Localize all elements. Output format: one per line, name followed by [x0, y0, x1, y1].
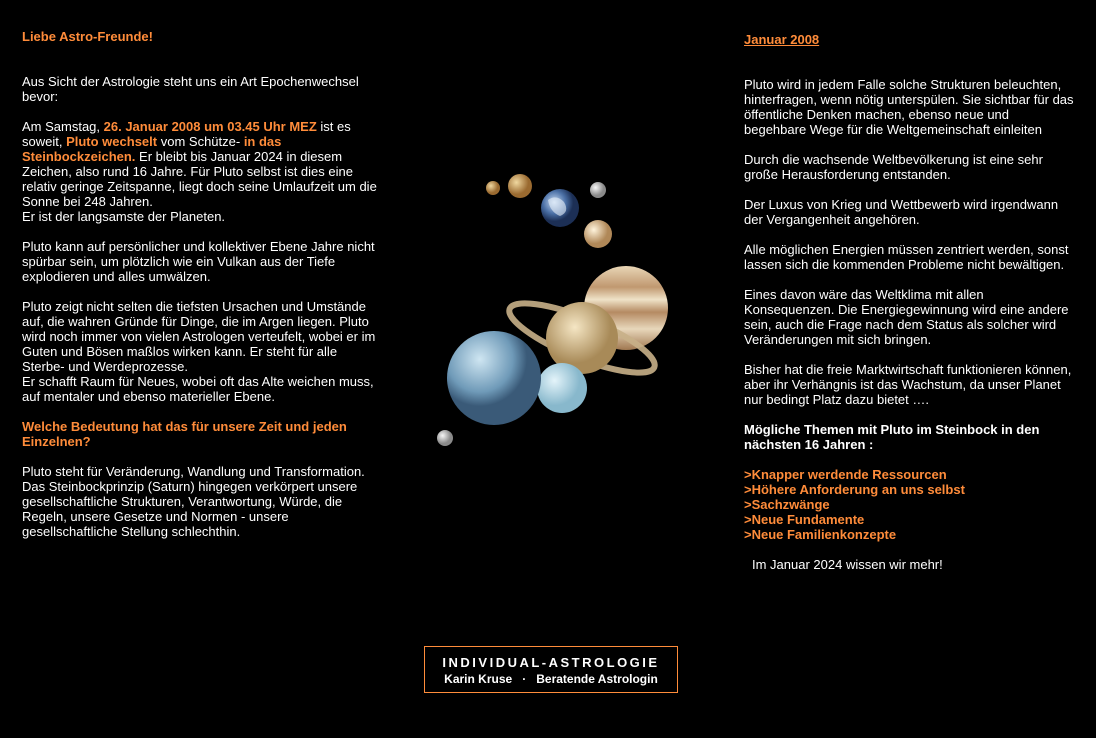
- footer-box: [424, 646, 678, 693]
- themes-list: [744, 467, 1074, 542]
- planets-image: [430, 170, 680, 460]
- transit-date: 26. Januar 2008 um 03.45 Uhr MEZ: [103, 119, 317, 134]
- right-paragraph-4: Alle möglichen Energien müssen zentriert werden, sonst lassen sich die kommenden Probleme nicht bewältigen.: [744, 242, 1069, 272]
- text-part: vom Schütze-: [157, 134, 241, 149]
- list-item: >Neue Familienkonzepte: [744, 527, 897, 542]
- paragraph-volcano: Pluto kann auf persönlicher und kollektiver Ebene Jahre nicht spürbar sein, um plötzlich wie ein Vulkan aus der Tiefe explodieren und alles umwälzen.: [22, 239, 375, 284]
- text-part: ist es soweit,: [22, 119, 351, 149]
- brand-title: INDIVIDUAL-ASTROLOGIE: [442, 655, 660, 670]
- mercury-icon: [590, 182, 606, 198]
- moon-icon: [437, 430, 453, 446]
- separator: ·: [522, 672, 527, 686]
- right-paragraph-3: Der Luxus von Krieg und Wettbewerb wird irgendwann der Vergangenheit angehören.: [744, 197, 1059, 227]
- left-column: [22, 29, 382, 539]
- text-part: Pluto steht für Veränderung, Wandlung und Transformation.: [22, 464, 365, 479]
- intro-text: Aus Sicht der Astrologie steht uns ein Art Epochenwechsel bevor:: [22, 74, 359, 104]
- planets-illustration: [430, 170, 680, 460]
- author-role: Beratende Astrologin: [536, 672, 658, 686]
- footer-subtitle: [425, 672, 677, 687]
- right-paragraph-6: Bisher hat die freie Marktwirtschaft funktionieren können, aber ihr Verhängnis ist das Wachstum, da unser Planet nur bedingt Platz dazu bietet ….: [744, 362, 1072, 407]
- date-link[interactable]: Januar 2008: [744, 32, 820, 47]
- text-part: Das Steinbockprinzip (Saturn) hingegen verkörpert unsere gesellschaftliche Strukturen, Verantwortung, Würde, die Regeln, unsere Gesetze und Normen - unsere gesellschaftliche Stellung schlechthin.: [22, 479, 358, 539]
- text-part: Pluto zeigt nicht selten die tiefsten Ursachen und Umstände auf, die wahren Gründe für Dinge, die im Argen liegen. Pluto wird noch immer von vielen Astrologen verteufelt, wobei er im Guten und Bösen maßlos wirken kann. Er steht für alle Sterbe- und Werdeprozesse.: [22, 299, 376, 374]
- paragraph-transformation: [22, 464, 382, 539]
- text-part: Er ist der langsamste der Planeten.: [22, 209, 226, 224]
- mars-icon: [486, 181, 500, 195]
- pluto-highlight: Pluto wechselt: [66, 134, 158, 149]
- neptune-icon: [447, 331, 541, 425]
- right-paragraph-1: Pluto wird in jedem Falle solche Strukturen beleuchten, hinterfragen, wenn nötig unterspülen. Sie sichtbar für das öffentliche Denken machen, ebenso neue und begehbare Wege für die Weltgemeinschaft einleiten: [744, 77, 1074, 137]
- list-item: >Sachzwänge: [744, 497, 830, 512]
- uranus-icon: [537, 363, 587, 413]
- themes-heading: Mögliche Themen mit Pluto im Steinbock in den nächsten 16 Jahren :: [744, 422, 1040, 452]
- paragraph-causes: [22, 299, 382, 404]
- text-part: Er bleibt bis Januar 2024 in diesem Zeichen, also rund 16 Jahre. Für Pluto selbst ist dies eine relativ geringe Zeitspanne, liegt doch seine Umlaufzeit um die Sonne bei 248 Jahren.: [22, 149, 377, 209]
- pluto-planet-icon: [508, 174, 532, 198]
- right-column: [744, 32, 1074, 572]
- saturn-icon: [546, 302, 618, 374]
- closing-text: Im Januar 2024 wissen wir mehr!: [752, 557, 943, 572]
- list-item: >Neue Fundamente: [744, 512, 865, 527]
- list-item: >Knapper werdende Ressourcen: [744, 467, 947, 482]
- right-paragraph-2: Durch die wachsende Weltbevölkerung ist eine sehr große Herausforderung entstanden.: [744, 152, 1043, 182]
- sign-highlight: in das Steinbockzeichen.: [22, 134, 282, 164]
- author-name: Karin Kruse: [444, 672, 513, 686]
- text-part: Am Samstag,: [22, 119, 104, 134]
- paragraph-transit: [22, 119, 382, 224]
- venus-icon: [584, 220, 612, 248]
- greeting: Liebe Astro-Freunde!: [22, 29, 153, 44]
- right-paragraph-5: Eines davon wäre das Weltklima mit allen Konsequenzen. Die Energiegewinnung wird eine andere sein, auch die Frage nach dem Status als solcher wird Veränderungen mit sich bringen.: [744, 287, 1069, 347]
- text-part: Er schafft Raum für Neues, wobei oft das Alte weichen muss, auf mentaler und ebenso materieller Ebene.: [22, 374, 374, 404]
- list-item: >Höhere Anforderung an uns selbst: [744, 482, 965, 497]
- question-heading: Welche Bedeutung hat das für unsere Zeit und jeden Einzelnen?: [22, 419, 347, 449]
